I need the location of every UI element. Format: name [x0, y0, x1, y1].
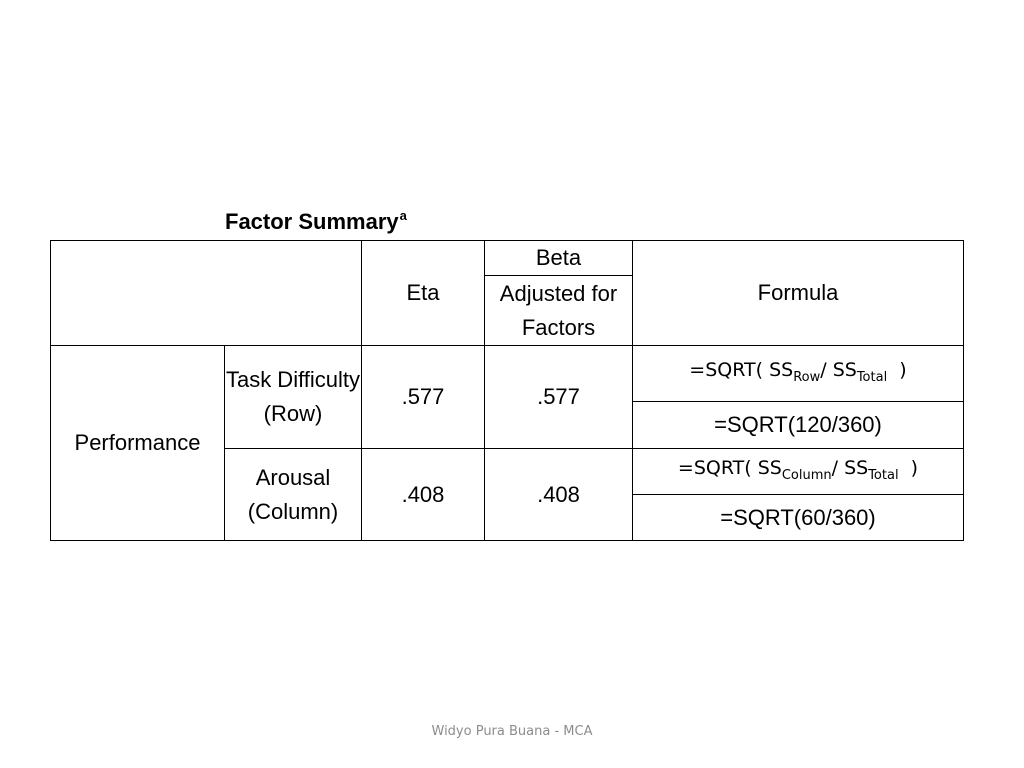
- formula-symbolic: =SQRT( $SS_{Column}/$ $SS_{Total}$ ): [633, 449, 964, 495]
- row-group-performance: Performance: [51, 346, 225, 541]
- formula-symbolic: =SQRT( $SS_{Row}/$ $SS_{Total}$ ): [633, 346, 964, 402]
- beta-value: .408: [485, 449, 633, 541]
- factor-summary-table: [50, 240, 964, 541]
- table-title-text: Factor Summary: [225, 209, 399, 234]
- header-formula: Formula: [633, 241, 964, 346]
- formula-numeric: =SQRT(120/360): [633, 402, 964, 449]
- factor-label: Task Difficulty (Row): [225, 346, 362, 449]
- header-row-1: [51, 241, 964, 276]
- beta-value: .577: [485, 346, 633, 449]
- header-adjusted-for-factors: Adjusted for Factors: [485, 276, 633, 346]
- footer-credit: Widyo Pura Buana - MCA: [431, 724, 593, 739]
- header-beta: Beta: [485, 241, 633, 276]
- table-title: [225, 208, 407, 235]
- header-corner-cell: [51, 241, 362, 346]
- eta-value: .408: [362, 449, 485, 541]
- factor-label: Arousal (Column): [225, 449, 362, 541]
- table-title-footnote-marker: a: [399, 208, 407, 223]
- formula-numeric: =SQRT(60/360): [633, 495, 964, 541]
- header-eta: Eta: [362, 241, 485, 346]
- eta-value: .577: [362, 346, 485, 449]
- table-row: [51, 346, 964, 402]
